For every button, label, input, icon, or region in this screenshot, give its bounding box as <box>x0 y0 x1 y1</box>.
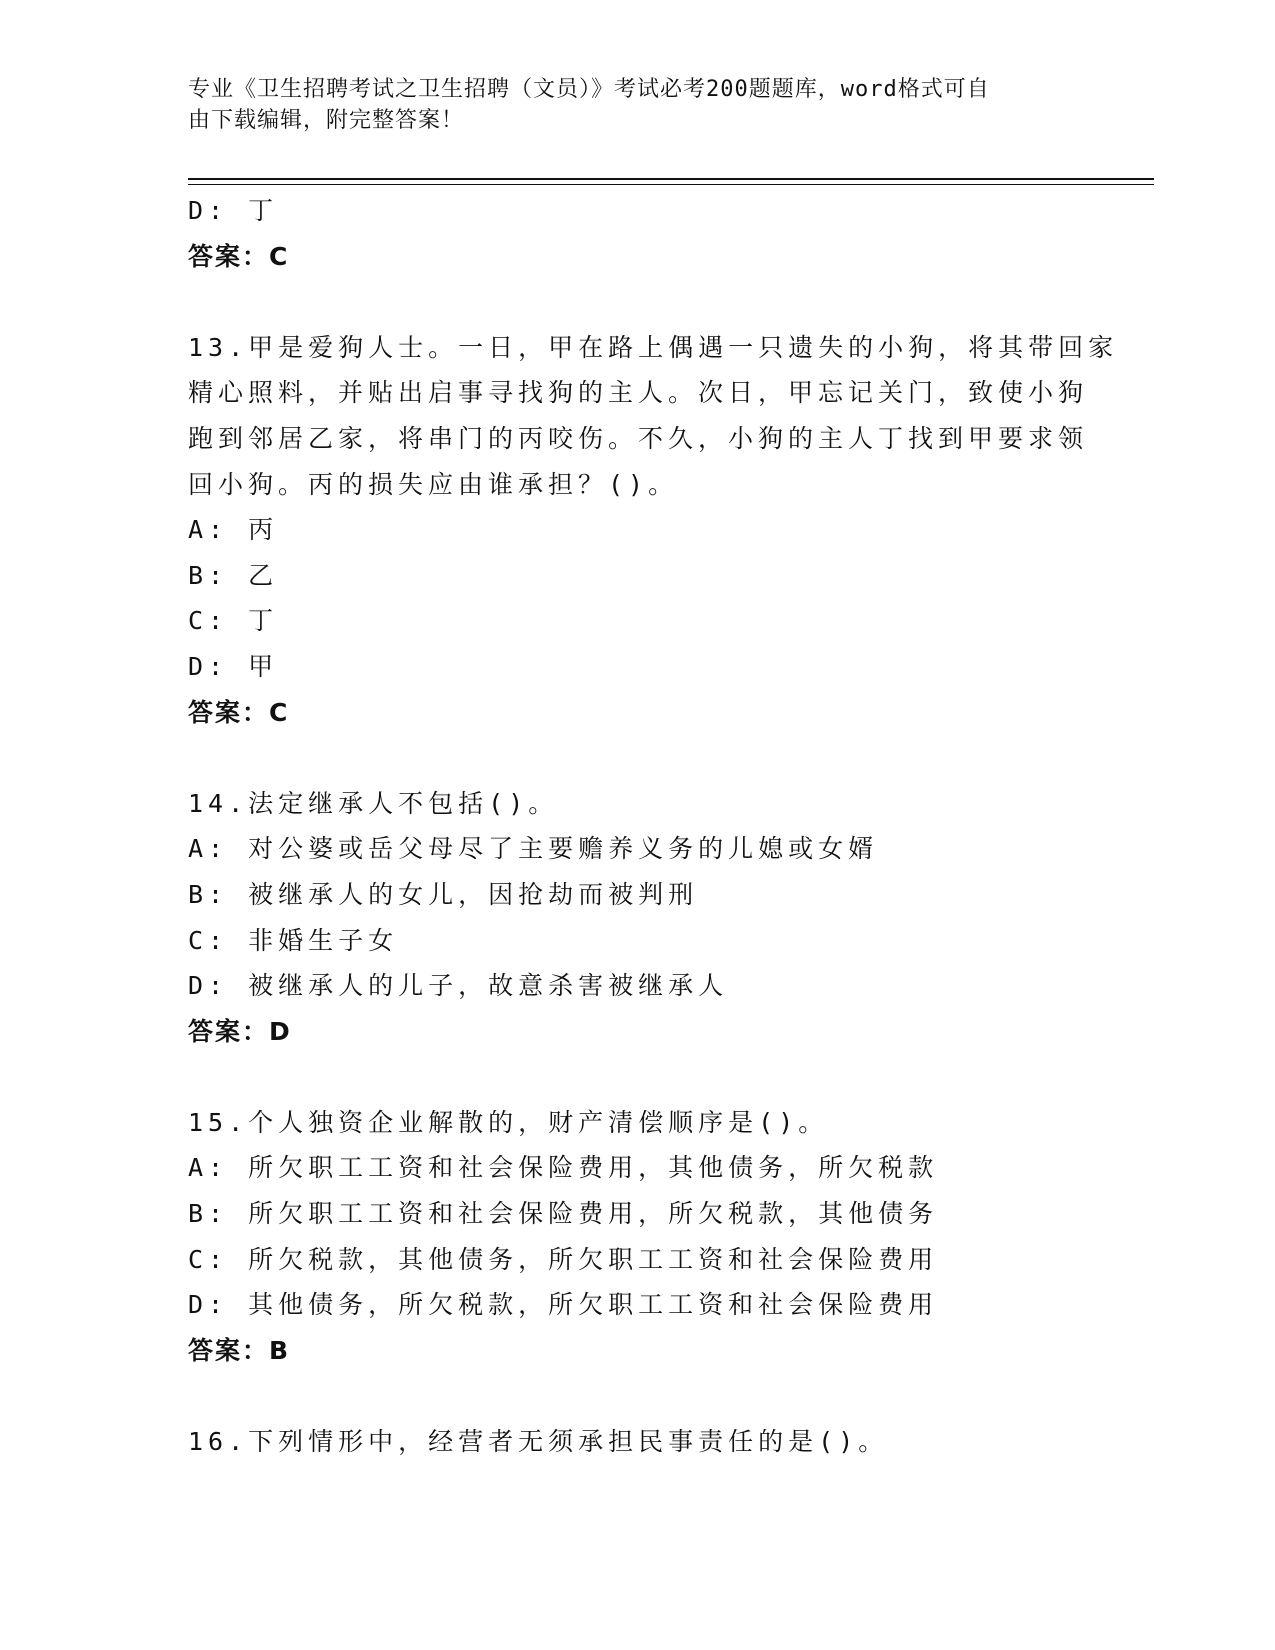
header-rule-thin <box>188 184 1154 185</box>
option-c: C: 所欠税款，其他债务，所欠职工工资和社会保险费用 <box>188 1244 939 1274</box>
header-rule-thick <box>188 178 1154 180</box>
answer: 答案：C <box>188 241 290 271</box>
header-line-2: 由下载编辑，附完整答案！ <box>188 108 465 133</box>
previous-question-tail <box>188 188 1088 279</box>
question-list <box>188 188 1119 1465</box>
question-15 <box>188 1100 1088 1374</box>
option-c: C: 丁 <box>188 606 279 636</box>
option-b: B: 所欠职工工资和社会保险费用，所欠税款，其他债务 <box>188 1199 939 1229</box>
question-13 <box>188 325 1119 735</box>
question-text-line: 16.下列情形中，经营者无须承担民事责任的是()。 <box>188 1427 889 1457</box>
question-text-line: 14.法定继承人不包括()。 <box>188 788 559 818</box>
option-b: B: 乙 <box>188 560 279 590</box>
question-text-line: 13.甲是爱狗人士。一日，甲在路上偶遇一只遗失的小狗，将其带回家 <box>188 332 1119 362</box>
question-text-line: 跑到邻居乙家，将串门的丙咬伤。不久，小狗的主人丁找到甲要求领 <box>188 423 1089 453</box>
question-14 <box>188 781 1088 1055</box>
option-a: A: 所欠职工工资和社会保险费用，其他债务，所欠税款 <box>188 1153 939 1183</box>
option-d: D: 丁 <box>188 196 279 225</box>
question-16 <box>188 1419 1088 1465</box>
option-d: D: 其他债务，所欠税款，所欠职工工资和社会保险费用 <box>188 1290 939 1320</box>
answer: 答案：B <box>188 1335 291 1365</box>
option-a: A: 对公婆或岳父母尽了主要赡养义务的儿媳或女婿 <box>188 834 879 864</box>
document-header <box>188 74 1068 136</box>
answer: 答案：D <box>188 1016 292 1046</box>
answer: 答案：C <box>188 697 290 727</box>
option-d: D: 甲 <box>188 651 279 681</box>
question-text-line: 回小狗。丙的损失应由谁承担？()。 <box>188 469 679 499</box>
question-text-line: 15.个人独资企业解散的，财产清偿顺序是()。 <box>188 1107 829 1137</box>
option-d: D: 被继承人的儿子，故意杀害被继承人 <box>188 971 729 1001</box>
question-text-line: 精心照料，并贴出启事寻找狗的主人。次日，甲忘记关门，致使小狗 <box>188 378 1089 408</box>
header-line-1: 专业《卫生招聘考试之卫生招聘（文员）》考试必考200题题库，word格式可自 <box>188 77 990 102</box>
option-a: A: 丙 <box>188 515 279 545</box>
option-b: B: 被继承人的女儿，因抢劫而被判刑 <box>188 879 699 909</box>
option-c: C: 非婚生子女 <box>188 925 399 955</box>
